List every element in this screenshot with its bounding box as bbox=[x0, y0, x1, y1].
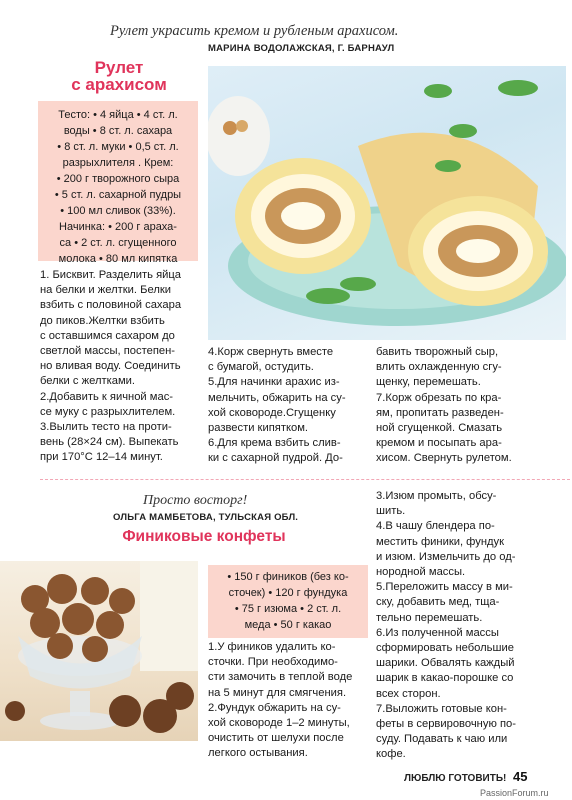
step-line: хой сковороде.Сгущенку bbox=[208, 406, 336, 419]
step-line: с оставшимся сахаром до bbox=[40, 329, 175, 342]
step-line: тельно перемешать. bbox=[376, 611, 483, 624]
step-line: 2.Добавить к яичной мас- bbox=[40, 390, 174, 403]
step-line: светлой массы, постепен- bbox=[40, 345, 176, 358]
step-line: феты в сервировочную по- bbox=[376, 718, 516, 731]
step-line: хисом. Свернуть рулетом. bbox=[376, 452, 512, 465]
ingredient-line: • 75 г изюма • 2 ст. л. bbox=[234, 603, 342, 615]
step-line: очистить от шелухи после bbox=[208, 732, 344, 745]
ingredient-line: Начинка: • 200 г араха- bbox=[59, 221, 177, 233]
recipe2-quote: Просто восторг! bbox=[143, 493, 248, 508]
ingredient-line: са • 2 ст. л. сгущенного bbox=[59, 237, 177, 249]
step-line: всех сторон. bbox=[376, 687, 441, 700]
step-line: 6.Для крема взбить слив- bbox=[208, 437, 341, 450]
recipe1-author: МАРИНА ВОДОЛАЖСКАЯ, Г. БАРНАУЛ bbox=[208, 43, 395, 54]
step-line: ки с сахарной пудрой. До- bbox=[208, 452, 343, 465]
step-line: шить. bbox=[376, 505, 406, 518]
recipe1-steps-col2 bbox=[208, 345, 373, 467]
step-line: до пиков.Желтки взбить bbox=[40, 314, 165, 327]
step-line: вень (28×24 см). Выпекать bbox=[40, 436, 179, 449]
step-line: щенку, перемешать. bbox=[376, 376, 481, 389]
footer-magazine: ЛЮБЛЮ ГОТОВИТЬ! bbox=[404, 773, 507, 784]
step-line: на белки и желтки. Белки bbox=[40, 284, 171, 297]
step-line: 3.Изюм промыть, обсу- bbox=[376, 490, 497, 502]
recipe1-steps-col1 bbox=[40, 268, 208, 466]
watermark: PassionForum.ru bbox=[480, 788, 549, 798]
ingredient-line: • 150 г фиников (без ко- bbox=[227, 571, 349, 583]
step-line: при 170°С 12–14 минут. bbox=[40, 451, 163, 464]
step-line: 5.Для начинки арахис из- bbox=[208, 376, 340, 389]
step-line: но вливая воду. Соединить bbox=[40, 360, 181, 373]
ingredient-line: Тесто: • 4 яйца • 4 ст. л. bbox=[58, 109, 178, 121]
ingredient-line: • 200 г творожного сыра bbox=[56, 173, 180, 185]
ingredient-line: • 8 ст. л. муки • 0,5 ст. л. bbox=[57, 141, 179, 153]
recipe1-title-line2: с арахисом bbox=[71, 75, 167, 94]
step-line: суду. Подавать к чаю или bbox=[376, 733, 508, 746]
step-line: сти замочить в теплой воде bbox=[208, 671, 353, 684]
ingredient-line: разрыхлителя . Крем: bbox=[62, 157, 174, 169]
step-line: с бумагой, остудить. bbox=[208, 361, 314, 374]
recipe1-ingredients-box bbox=[38, 101, 198, 265]
step-line: сформировать небольшие bbox=[376, 642, 514, 655]
date-candies-illustration bbox=[0, 561, 198, 741]
recipe1-quote: Рулет украсить кремом и рубленым арахисом. bbox=[110, 23, 399, 39]
recipe1-ingredients bbox=[44, 107, 192, 267]
step-line: нородной массы. bbox=[376, 566, 466, 579]
step-line: 4.Корж свернуть вместе bbox=[208, 346, 334, 358]
section-divider bbox=[40, 479, 570, 480]
recipe2-ingredients-box bbox=[208, 565, 368, 638]
step-line: и изюм. Измельчить до од- bbox=[376, 550, 516, 563]
step-line: кофе. bbox=[376, 748, 406, 761]
recipe1-title bbox=[44, 59, 194, 93]
step-line: 4.В чашу блендера по- bbox=[376, 520, 495, 533]
step-line: 5.Переложить массу в ми- bbox=[376, 581, 513, 594]
step-line: 7.Корж обрезать по кра- bbox=[376, 391, 502, 404]
step-line: белки с желтками. bbox=[40, 375, 136, 388]
recipe1-photo bbox=[208, 66, 566, 340]
step-line: 1.У фиников удалить ко- bbox=[208, 641, 336, 653]
step-line: бавить творожный сыр, bbox=[376, 346, 499, 358]
step-line: 7.Выложить готовые кон- bbox=[376, 702, 507, 715]
recipe2-author: ОЛЬГА МАМБЕТОВА, ТУЛЬСКАЯ ОБЛ. bbox=[113, 512, 299, 523]
step-line: влить охлажденную сгу- bbox=[376, 361, 502, 374]
ingredient-line: молока • 80 мл кипятка bbox=[58, 253, 178, 265]
step-line: 2.Фундук обжарить на су- bbox=[208, 701, 341, 714]
ingredient-line: • 5 ст. л. сахарной пудры bbox=[54, 189, 182, 201]
step-line: 6.Из полученной массы bbox=[376, 626, 499, 639]
step-line: ной сгущенкой. Смазать bbox=[376, 422, 503, 435]
recipe1-title-line1: Рулет bbox=[94, 58, 144, 77]
ingredient-line: • 100 мл сливок (33%). bbox=[60, 205, 176, 217]
ingredient-line: меда • 50 г какао bbox=[244, 619, 332, 631]
step-line: кремом и посыпать ара- bbox=[376, 437, 502, 450]
recipe2-title: Финиковые конфеты bbox=[122, 528, 286, 545]
step-line: мельчить, обжарить на су- bbox=[208, 391, 346, 404]
recipe2-ingredients bbox=[214, 569, 362, 633]
step-line: шарики. Обвалять каждый bbox=[376, 657, 515, 670]
recipe1-steps-col3 bbox=[376, 345, 551, 467]
step-line: развести кипятком. bbox=[208, 422, 308, 435]
step-line: ям, пропитать разведен- bbox=[376, 406, 504, 419]
step-line: легкого остывания. bbox=[208, 747, 308, 760]
step-line: хой сковороде 1–2 минуты, bbox=[208, 717, 350, 730]
step-line: ску, добавить мед, тща- bbox=[376, 596, 500, 609]
step-line: взбить с половиной сахара bbox=[40, 299, 182, 312]
step-line: местить финики, фундук bbox=[376, 535, 505, 548]
step-line: на 5 минут для смягчения. bbox=[208, 686, 347, 699]
ingredient-line: сточек) • 120 г фундука bbox=[228, 587, 348, 599]
step-line: 3.Вылить тесто на проти- bbox=[40, 421, 172, 434]
page-number: 45 bbox=[513, 769, 528, 784]
ingredient-line: воды • 8 ст. л. сахара bbox=[63, 125, 173, 137]
peanut-roll-illustration bbox=[208, 66, 566, 340]
recipe2-steps-col2 bbox=[376, 489, 556, 763]
step-line: шарик в какао-порошке со bbox=[376, 672, 514, 685]
step-line: сточки. При необходимо- bbox=[208, 656, 338, 669]
recipe2-photo bbox=[0, 561, 198, 741]
step-line: 1. Бисквит. Разделить яйца bbox=[40, 269, 182, 281]
recipe2-steps-col1 bbox=[208, 640, 376, 762]
step-line: се муку с разрыхлителем. bbox=[40, 405, 176, 418]
